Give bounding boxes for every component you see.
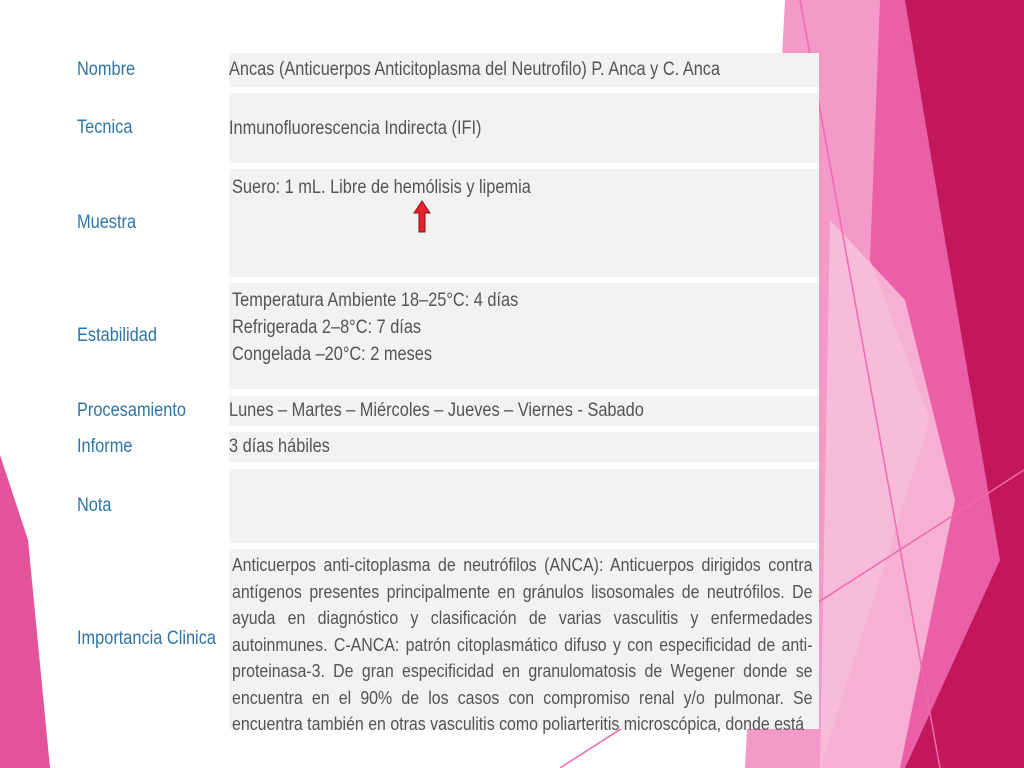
label-procesamiento: Procesamiento [77,400,186,421]
row-importancia-clinica [62,549,819,734]
value-estabilidad [229,283,819,389]
row-nombre [62,53,819,87]
row-muestra [62,169,819,277]
value-procesamiento [229,396,819,426]
label-muestra: Muestra [77,212,137,233]
value-tecnica [229,93,819,163]
importancia-clinica-text: Anticuerpos anti-citoplasma de neutrófilos (ANCA): Anticuerpos dirigidos contra antígenos presentes principalmente en gránulos lisosomales de neutrófilos. De ayuda en diagnóstico y clasificación de varias vasculitis y enfermedades autoinmunes. C-ANCA: patrón citoplasmático difuso y con especificidad de anti-proteinasa-3. De gran especificidad en granulomatosis de Wegener donde se encuentra en el 90% de los casos con compromiso renal y/o pulmonar. Se encuentra también en otras vasculitis como poliarteritis microscópica, donde está [232,554,813,734]
row-nota [62,469,819,543]
label-nota: Nota [77,495,112,516]
row-procesamiento [62,396,819,426]
value-nota [229,469,819,543]
value-procesamiento-text: Lunes – Martes – Miércoles – Jueves – Viernes - Sabado [229,400,644,421]
label-importancia-clinica: Importancia Clinica [77,628,216,649]
red-up-arrow-icon [413,200,431,234]
label-tecnica: Tecnica [77,117,133,138]
value-informe-text: 3 días hábiles [229,436,330,457]
value-muestra [229,169,819,277]
value-muestra-text: Suero: 1 mL. Libre de hemólisis y lipemia [232,177,531,198]
left-pink-panel [0,455,50,768]
value-informe [229,432,819,462]
label-informe: Informe [77,436,133,457]
estabilidad-line: Refrigerada 2–8°C: 7 días [232,317,422,338]
info-table [62,53,819,734]
value-tecnica-text: Inmunofluorescencia Indirecta (IFI) [229,118,482,139]
row-informe [62,432,819,462]
value-nombre-text: Ancas (Anticuerpos Anticitoplasma del Neutrofilo) P. Anca y C. Anca [229,59,721,80]
value-nombre [229,53,819,87]
estabilidad-line: Congelada –20°C: 2 meses [232,344,433,365]
label-nombre: Nombre [77,59,136,80]
estabilidad-line: Temperatura Ambiente 18–25°C: 4 días [232,290,519,311]
value-estabilidad-lines [232,287,518,368]
row-tecnica [62,93,819,163]
row-estabilidad [62,283,819,389]
label-estabilidad: Estabilidad [77,325,157,346]
value-importancia-clinica [229,549,819,734]
